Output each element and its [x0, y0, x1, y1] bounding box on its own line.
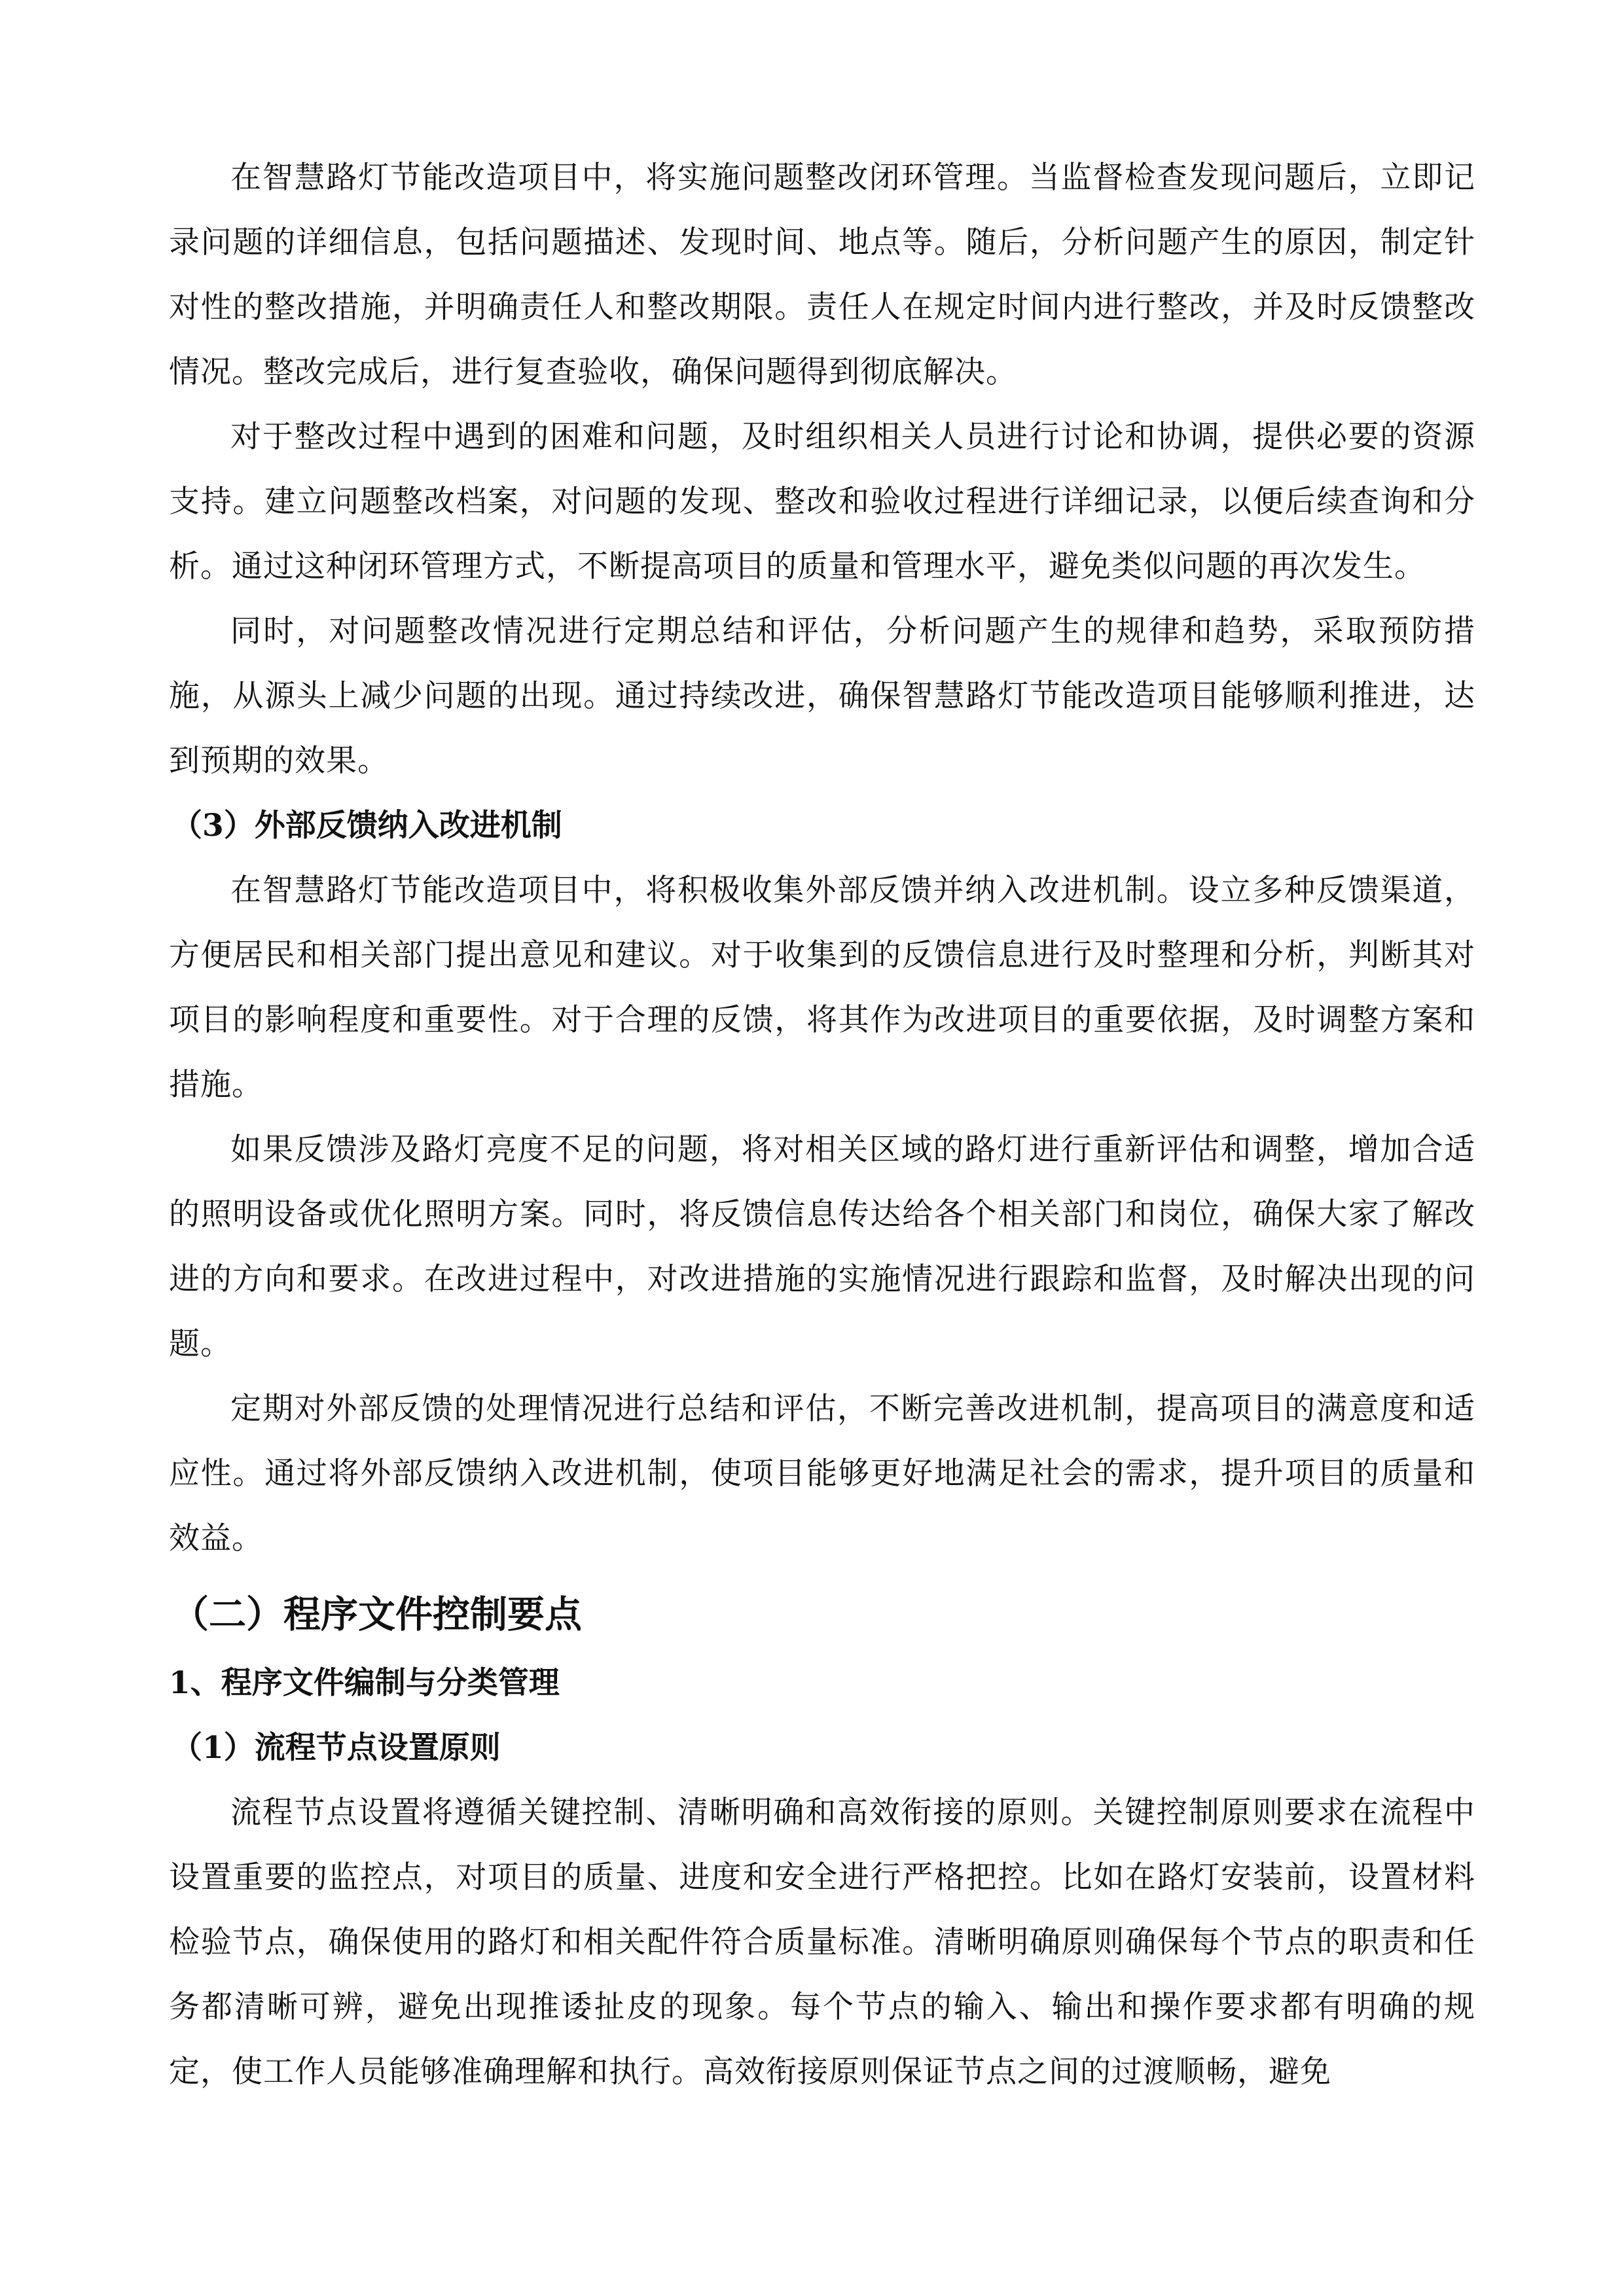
- document-body: [169, 145, 1475, 2104]
- paragraph-periodic-summary: 同时，对问题整改情况进行定期总结和评估，分析问题产生的规律和趋势，采取预防措施，从源头上减少问题的出现。通过持续改进，确保智慧路灯节能改造项目能够顺利推进，达到预期的效果。: [169, 613, 1475, 779]
- paragraph-feedback-collection: 在智慧路灯节能改造项目中，将积极收集外部反馈并纳入改进机制。设立多种反馈渠道，方便居民和相关部门提出意见和建议。对于收集到的反馈信息进行及时整理和分析，判断其对项目的影响程度和重要性。对于合理的反馈，将其作为改进项目的重要依据，及时调整方案和措施。: [169, 872, 1475, 1103]
- heading-procedure-control: （二）程序文件控制要点: [171, 1592, 582, 1636]
- paragraph-rectification-closed-loop: 在智慧路灯节能改造项目中，将实施问题整改闭环管理。当监督检查发现问题后，立即记录问题的详细信息，包括问题描述、发现时间、地点等。随后，分析问题产生的原因，制定针对性的整改措施，并明确责任人和整改期限。责任人在规定时间内进行整改，并及时反馈整改情况。整改完成后，进行复查验收，确保问题得到彻底解决。: [169, 160, 1475, 390]
- subheading-external-feedback: （3）外部反馈纳入改进机制: [171, 808, 562, 844]
- paragraph-node-principles: 流程节点设置将遵循关键控制、清晰明确和高效衔接的原则。关键控制原则要求在流程中设置重要的监控点，对项目的质量、进度和安全进行严格把控。比如在路灯安装前，设置材料检验节点，确保使用的路灯和相关配件符合质量标准。清晰明确原则确保每个节点的职责和任务都清晰可辨，避免出现推诿扯皮的现象。每个节点的输入、输出和操作要求都有明确的规定，使工作人员能够准确理解和执行。高效衔接原则保证节点之间的过渡顺畅，避免: [169, 1795, 1475, 2090]
- paragraph-rectification-difficulties: 对于整改过程中遇到的困难和问题，及时组织相关人员进行讨论和协调，提供必要的资源支持。建立问题整改档案，对问题的发现、整改和验收过程进行详细记录，以便后续查询和分析。通过这种闭环管理方式，不断提高项目的质量和管理水平，避免类似问题的再次发生。: [169, 419, 1475, 584]
- paragraph-feedback-evaluation: 定期对外部反馈的处理情况进行总结和评估，不断完善改进机制，提高项目的满意度和适应性。通过将外部反馈纳入改进机制，使项目能够更好地满足社会的需求，提升项目的质量和效益。: [169, 1391, 1475, 1556]
- subheading-node-principles: （1）流程节点设置原则: [171, 1730, 501, 1766]
- paragraph-feedback-brightness: 如果反馈涉及路灯亮度不足的问题，将对相关区域的路灯进行重新评估和调整，增加合适的照明设备或优化照明方案。同时，将反馈信息传达给各个相关部门和岗位，确保大家了解改进的方向和要求。在改进过程中，对改进措施的实施情况进行跟踪和监督，及时解决出现的问题。: [169, 1132, 1475, 1362]
- heading-document-compilation: 1、程序文件编制与分类管理: [169, 1665, 560, 1701]
